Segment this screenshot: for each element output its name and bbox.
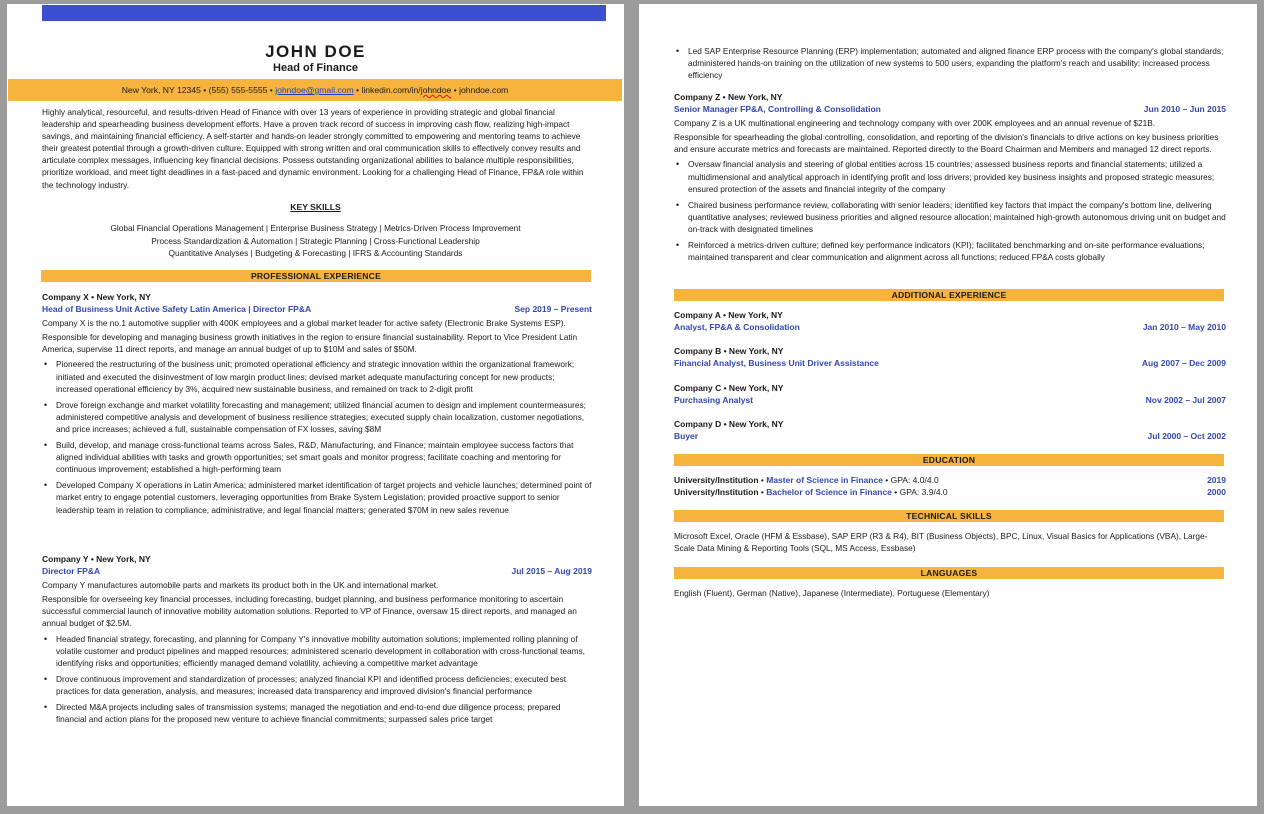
candidate-headline: Head of Finance	[273, 62, 358, 74]
list-item: • Drove foreign exchange and market volatility forecasting and management; utilized financial acumen to design and implement countermeasures; administered competitive analysis and development of business resilience strategies; executed supply chain localization, customer negotiations, and price increases; achieved a full, sustainable compensation of FX losses, saving $8M	[42, 399, 592, 435]
additional-experience-heading: ADDITIONAL EXPERIENCE	[674, 289, 1224, 301]
job-company-y-continued	[674, 42, 1226, 85]
education-separator: •	[758, 487, 767, 497]
job-company: Company C • New York, NY	[674, 383, 784, 393]
education-entry	[674, 474, 1226, 486]
job-role: Buyer	[674, 431, 699, 442]
contact-separator: •	[353, 85, 362, 95]
job-responsibility: Responsible for developing and managing business growth initiatives in the region to ensure financial sustainability. Report to Vice President Latin America, supervise 11 direct reports, and manage an annual budget of up to $10M and sales of $50M.	[42, 332, 578, 355]
job-dates: Jul 2000 – Oct 2002	[1147, 431, 1226, 442]
job-dates: Sep 2019 – Present	[514, 304, 592, 315]
job-dates: Jun 2010 – Jun 2015	[1143, 104, 1226, 115]
job-achievements-list	[42, 633, 592, 726]
list-item: • Reinforced a metrics-driven culture; defined key performance indicators (KPI); facilitated benchmarking and on-site performance evaluations; maintained transparent and clear communication and alignment across all functions; reduced FP&A costs globally	[674, 239, 1226, 263]
job-description: Company Z is a UK multinational engineering and technology company with over 200K employees and an annual revenue of $21B.	[674, 118, 1156, 129]
list-item: • Led SAP Enterprise Resource Planning (ERP) implementation; automated and aligned finance ERP process with the company's global standards; administered hands-on training on the utilization of new systems to 500 users, expanding the platform's reach and usability; increased process efficiency	[674, 45, 1226, 81]
education-gpa: • GPA: 4.0/4.0	[882, 475, 939, 485]
job-description: Company X is the no.1 automotive supplier with 400K employees and a global market leader for active safety (Electronic Brake Systems ESP).	[42, 318, 566, 329]
contact-email-link[interactable]: johndoe@gmail.com	[275, 85, 354, 95]
job-role: Head of Business Unit Active Safety Latin America | Director FP&A	[42, 304, 312, 315]
job-responsibility: Responsible for spearheading the global controlling, consolidation, and reporting of the division's financials to drive actions on key business priorities and ensure accurate metrics and forecasts are maintained. Reported directly to the Board Chairman and Members and managed 12 direct reports.	[674, 132, 1219, 155]
education-degree: Bachelor of Science in Finance	[766, 487, 892, 497]
contact-linkedin-handle: johndoe	[420, 85, 452, 95]
list-item: • Developed Company X operations in Latin America; administered market identification of target projects and vehicle launches; determined point of market entry to engage potential customers, leveraging opportunities from Brake System Legislation; provided proactive support to senior leadership team in relation to compliance, administrative, and legal financial matters; generated $70M in new sales revenue	[42, 479, 592, 515]
job-role: Analyst, FP&A & Consolidation	[674, 322, 800, 333]
job-company-x	[42, 291, 592, 520]
education-institution: University/Institution	[674, 475, 759, 485]
job-company: Company B • New York, NY	[674, 346, 784, 356]
list-item: • Chaired business performance review, collaborating with senior leaders; identified key factors that impact the company's bottom line, delivering quantitative analyses; reviewed business priorities and aligned resource allocation; maintained high-growth autonomous driving unit on budget and on-track with designated timelines	[674, 199, 1226, 235]
job-dates: Jan 2010 – May 2010	[1142, 322, 1226, 333]
job-responsibility: Responsible for overseeing key financial processes, including forecasting, budget planning, and business performance monitoring to ascertain successful commercial launch of innovative mobility automation solutions. Reported to VP of Finance, oversaw 15 direct reports, and managed an annual budget of $2.5M.	[42, 594, 577, 629]
job-achievements-list	[674, 45, 1226, 81]
job-achievements-list	[674, 158, 1226, 263]
list-item: • Drove continuous improvement and standardization of processes; analyzed financial KPI and identified process deficiencies; executed best practices for data generation, analysis, and measures; increased data transparency and improved division's financial performance	[42, 673, 592, 697]
job-company: Company Z • New York, NY	[674, 92, 783, 102]
contact-website: • johndoe.com	[451, 85, 509, 95]
job-role: Financial Analyst, Business Unit Driver Assistance	[674, 358, 879, 369]
additional-job-a	[674, 309, 1226, 333]
job-role-row	[42, 565, 592, 577]
professional-experience-heading: PROFESSIONAL EXPERIENCE	[41, 270, 591, 282]
list-item: • Oversaw financial analysis and steering of global entities across 15 countries; assessed business reports and financial statements; utilized a multidimensional and analytical approach in identifying profit and loss drivers; provided key business insights and proposed strategic measures; ensured protection of the assets and financial integrity of the company	[674, 158, 1226, 194]
education-heading: EDUCATION	[674, 454, 1224, 466]
additional-job-c	[674, 382, 1226, 406]
job-description: Company Y manufactures automobile parts and markets its product both in the UK and international market.	[42, 580, 439, 591]
education-gpa: • GPA: 3.9/4.0	[891, 487, 948, 497]
job-role-row	[42, 303, 592, 315]
contact-bar	[8, 79, 622, 101]
additional-job-d	[674, 418, 1226, 442]
key-skills-list	[7, 222, 624, 260]
contact-linkedin-prefix: linkedin.com/in/	[361, 85, 421, 95]
education-year: 2000	[1207, 487, 1226, 497]
candidate-name: JOHN DOE	[265, 42, 366, 61]
summary-paragraph: Highly analytical, resourceful, and results-driven Head of Finance with over 13 years of experience in providing strategic and global financial leadership and spearheading business development efforts. Have a proven track record of success in improving cash flow, realizing high-impact savings, and maintaining financial efficiency. A self-starter and hands-on leader strongly committed to empowering and mentoring teams to achieve their greatest potential through a growth-driven culture. Equipped with strong written and oral communication skills to effectively convey results and articulate complex messages, influencing key financial decisions. Possess outstanding organizational abilities to balance multiple responsibilities, prioritize workload, and meet tight deadlines in a fast-paced and dynamic environment. Looking for a challenging Head of Finance, FP&A role within the technology industry.	[42, 107, 584, 190]
job-dates: Aug 2007 – Dec 2009	[1141, 358, 1226, 369]
job-role-row	[674, 357, 1226, 369]
additional-job-b	[674, 345, 1226, 369]
resume-page-1	[7, 4, 624, 806]
job-role: Senior Manager FP&A, Controlling & Consolidation	[674, 104, 881, 115]
list-item: • Build, develop, and manage cross-functional teams across Sales, R&D, Manufacturing, and Finance; maintain employee success factors that aligned individual abilities with tasks and growth opportunities; set smart goals and monitor progress; facilitate coaching and mentoring for continuous improvement; established a high-performing team	[42, 439, 592, 475]
job-company: Company X • New York, NY	[42, 292, 151, 302]
key-skills-line: Process Standardization & Automation | Strategic Planning | Cross-Functional Leadership	[151, 235, 480, 246]
key-skills-line: Quantitative Analyses | Budgeting & Forecasting | IFRS & Accounting Standards	[168, 248, 463, 258]
job-achievements-list	[42, 358, 592, 515]
list-item: • Headed financial strategy, forecasting, and planning for Company Y's innovative mobility automation solutions; implemented rolling planning of volatile customer and product pipelines and mapped resources; administered scenario development in collaboration with cross-functional teams, identifying risks and opportunities; efficiently managed demand volatility, achieving a competitive market advantage	[42, 633, 592, 669]
education-list	[674, 474, 1226, 498]
education-year: 2019	[1207, 475, 1226, 485]
job-dates: Nov 2002 – Jul 2007	[1145, 395, 1226, 406]
header-accent-bar	[42, 5, 606, 21]
education-entry	[674, 486, 1226, 498]
job-role: Director FP&A	[42, 566, 101, 577]
job-company-z	[674, 91, 1226, 267]
technical-skills-text: Microsoft Excel, Oracle (HFM & Essbase), SAP ERP (R3 & R4), BIT (Business Objects), BPC, Linux, Visual Basics for Applications (VBA), Large-Scale Data Mining & Reporting Tools (SQL, MS Access, Essbase)	[674, 531, 1208, 554]
job-role: Purchasing Analyst	[674, 395, 754, 406]
resume-page-2	[639, 4, 1257, 806]
job-role-row	[674, 394, 1226, 406]
list-item: • Directed M&A projects including sales of transmission systems; managed the negotiation and end-to-end due diligence process; prepared financial and action plans for the proposed new venture to achieve financial commitments; surpassed sales price target	[42, 701, 592, 725]
languages-heading: LANGUAGES	[674, 567, 1224, 579]
list-item: • Pioneered the restructuring of the business unit; promoted operational efficiency and strategic innovation within the organizational framework; initiated and executed the disinvestment of low margin product lines; devised market adequate manufacturing concept for new products; increased operational efficiency by 3%, acquired new sustainable business, and remained on track to 2-digit profit	[42, 358, 592, 394]
key-skills-heading: KEY SKILLS	[290, 202, 341, 212]
technical-skills-heading: TECHNICAL SKILLS	[674, 510, 1224, 522]
job-company: Company D • New York, NY	[674, 419, 784, 429]
education-institution: University/Institution	[674, 487, 759, 497]
job-role-row	[674, 103, 1226, 115]
education-separator: •	[758, 475, 767, 485]
education-degree: Master of Science in Finance	[766, 475, 883, 485]
job-company: Company Y • New York, NY	[42, 554, 151, 564]
key-skills-line: Global Financial Operations Management | Enterprise Business Strategy | Metrics-Driven Process Improvement	[110, 223, 521, 233]
job-dates: Jul 2015 – Aug 2019	[511, 566, 592, 577]
job-role-row	[674, 321, 1226, 333]
languages-text: English (Fluent), German (Native), Japanese (Intermediate), Portuguese (Elementary)	[674, 588, 990, 598]
contact-location-phone: New York, NY 12345 • (555) 555-5555 •	[121, 85, 276, 95]
job-role-row	[674, 430, 1226, 442]
job-company: Company A • New York, NY	[674, 310, 783, 320]
job-company-y	[42, 553, 592, 729]
